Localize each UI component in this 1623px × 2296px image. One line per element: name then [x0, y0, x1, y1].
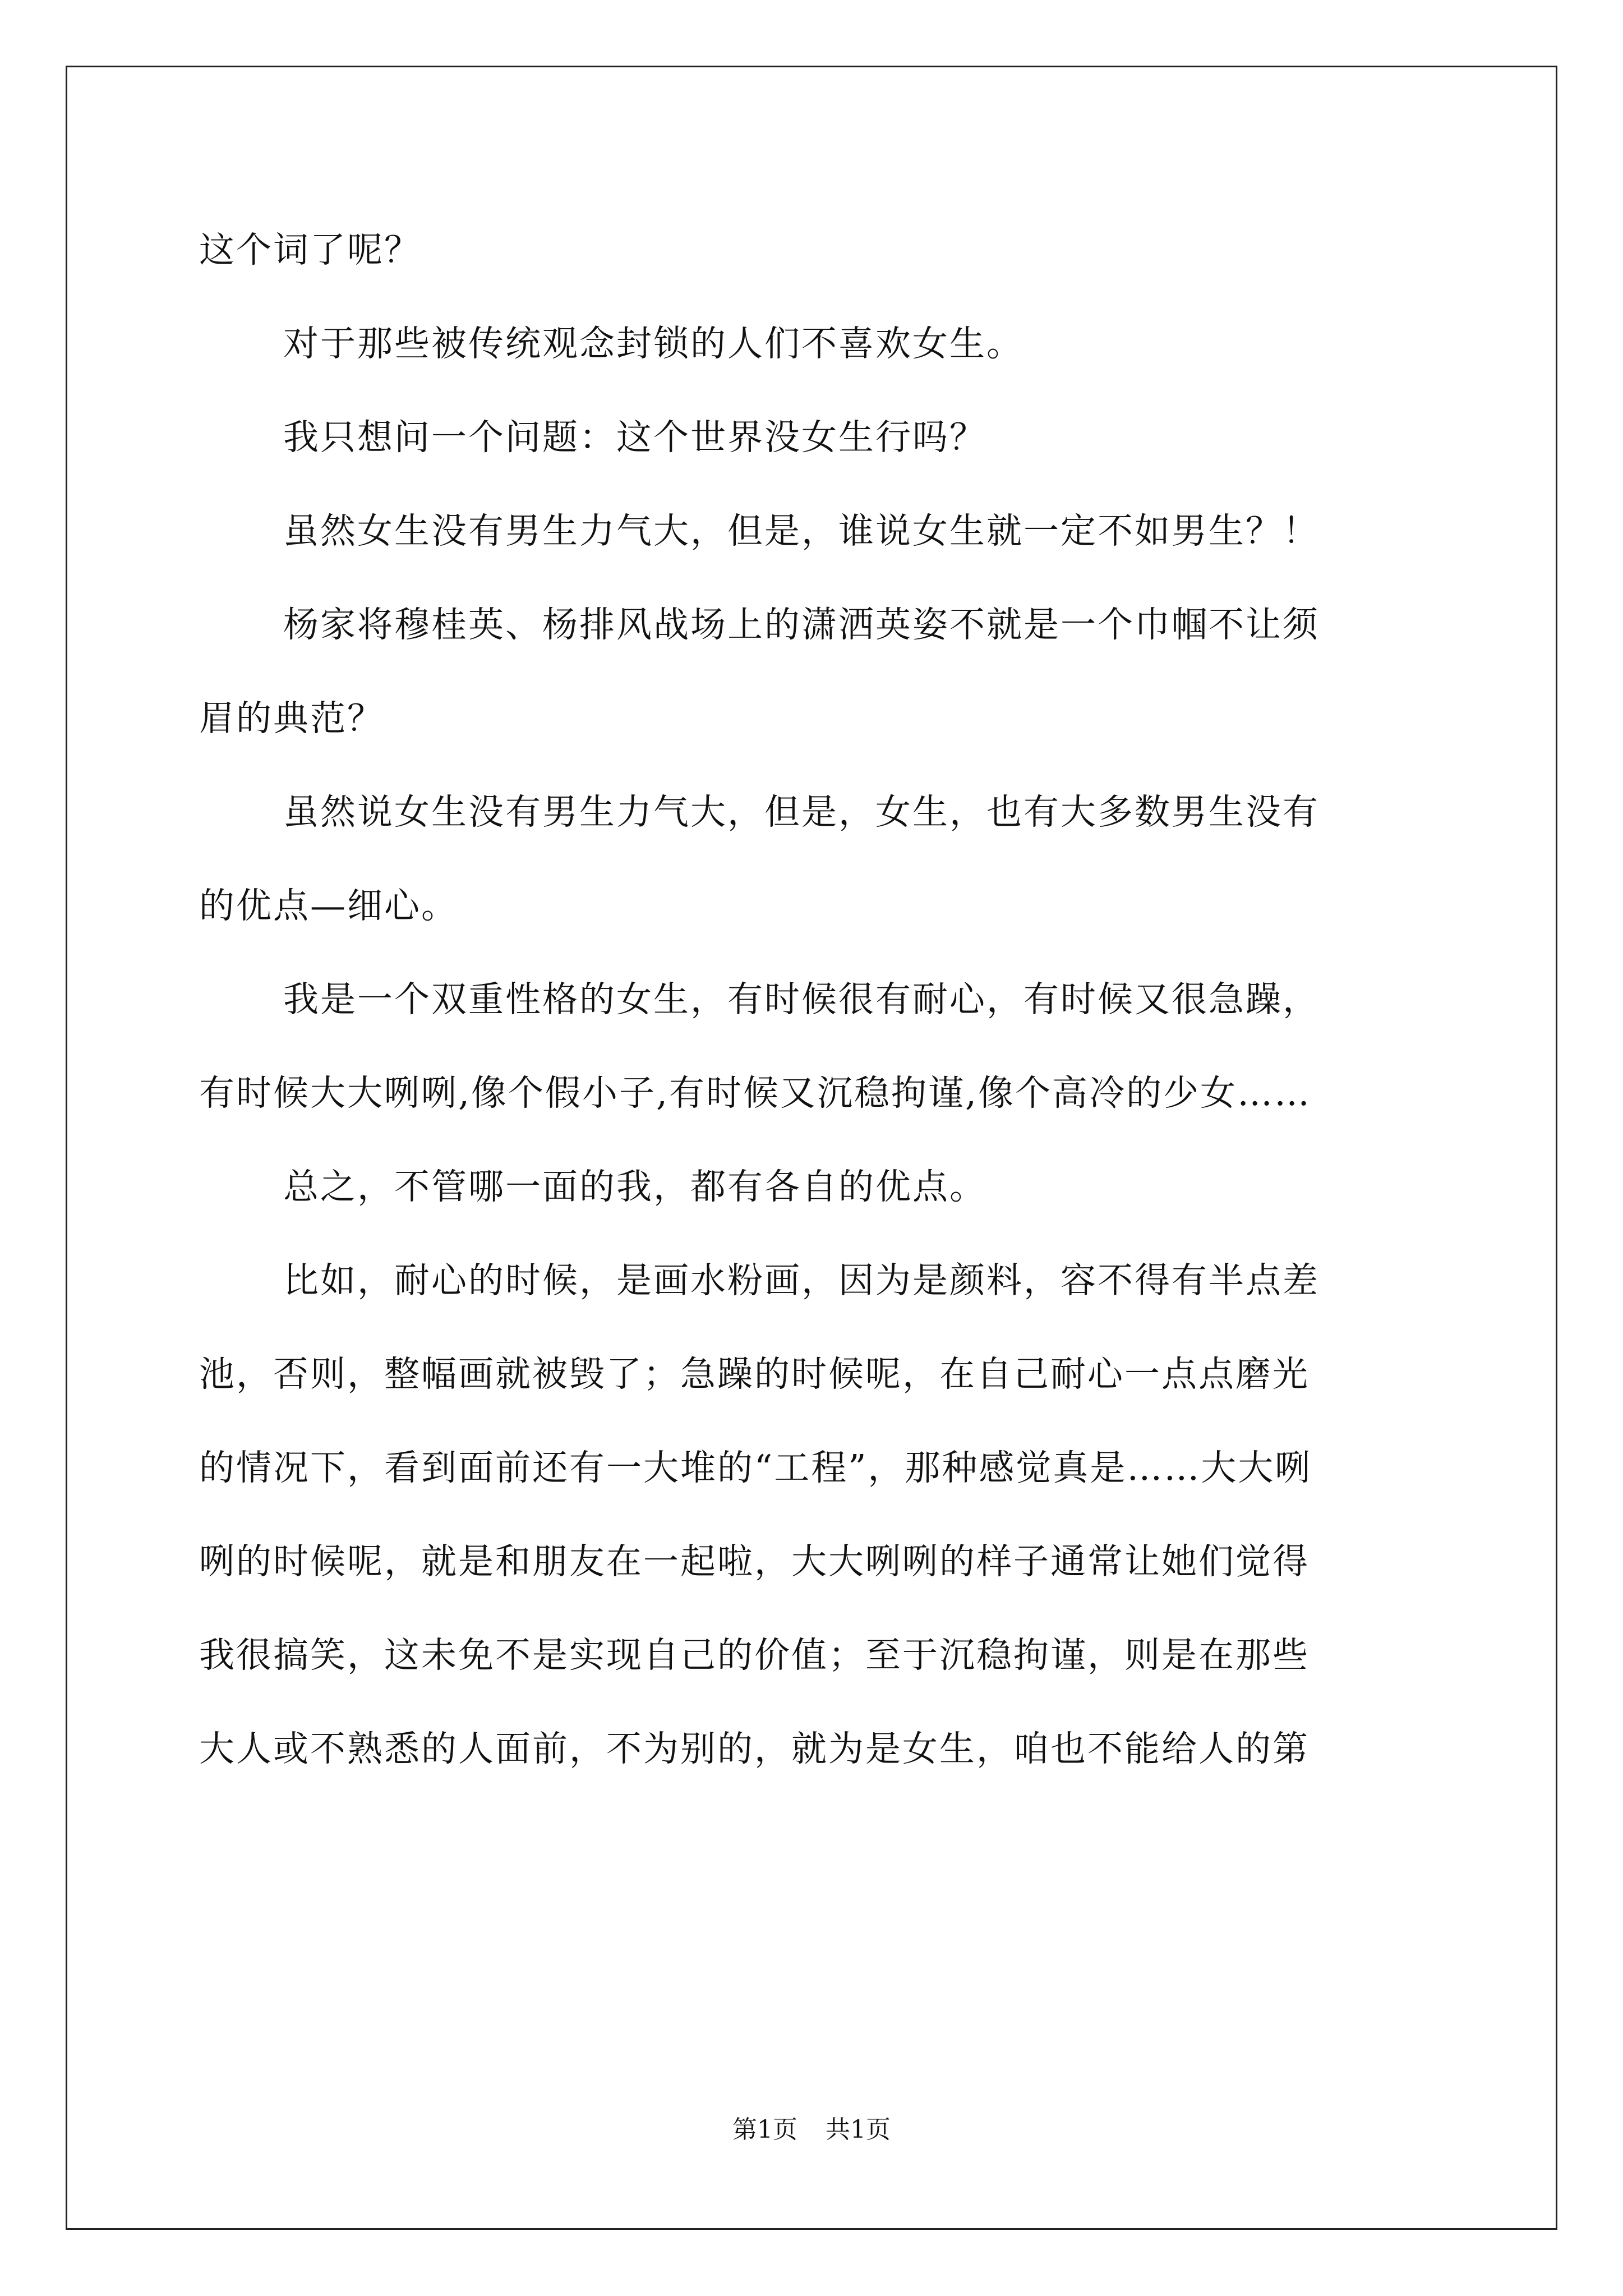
text-line-6: 眉的典范？: [199, 698, 384, 739]
page-footer: [0, 2113, 1623, 2147]
text-line-1: 这个词了呢？: [199, 229, 421, 270]
text-line-4: 虽然女生没有男生力气大，但是，谁说女生就一定不如男生？！: [283, 510, 1320, 551]
page-number-current: 第1页: [732, 2115, 797, 2144]
text-line-5: 杨家将穆桂英、杨排风战场上的潇洒英姿不就是一个巾帼不让须: [283, 604, 1320, 645]
text-line-7: 虽然说女生没有男生力气大，但是，女生，也有大多数男生没有: [283, 792, 1320, 832]
text-line-11: 总之，不管哪一面的我，都有各自的优点。: [283, 1166, 986, 1207]
text-line-10: 有时候大大咧咧,像个假小子,有时候又沉稳拘谨,像个高冷的少女……: [199, 1073, 1312, 1114]
document-body: [199, 217, 1430, 1809]
text-line-9: 我是一个双重性格的女生，有时候很有耐心，有时候又很急躁，: [283, 979, 1320, 1020]
text-line-12: 比如，耐心的时候，是画水粉画，因为是颜料，容不得有半点差: [283, 1260, 1320, 1301]
text-line-15: 咧的时候呢，就是和朋友在一起啦，大大咧咧的样子通常让她们觉得: [199, 1541, 1310, 1582]
text-line-3: 我只想问一个问题：这个世界没女生行吗？: [283, 417, 986, 458]
text-line-14: 的情况下，看到面前还有一大堆的“工程”，那种感觉真是……大大咧: [199, 1447, 1312, 1488]
text-line-17: 大人或不熟悉的人面前，不为别的，就为是女生，咱也不能给人的第: [199, 1728, 1310, 1769]
text-line-13: 池，否则，整幅画就被毁了；急躁的时候呢，在自己耐心一点点磨光: [199, 1354, 1310, 1395]
page-number-total: 共1页: [826, 2115, 891, 2144]
text-line-8: 的优点—细心。: [199, 885, 458, 926]
text-line-16: 我很搞笑，这未免不是实现自己的价值；至于沉稳拘谨，则是在那些: [199, 1635, 1310, 1676]
text-line-2: 对于那些被传统观念封锁的人们不喜欢女生。: [283, 323, 1023, 364]
